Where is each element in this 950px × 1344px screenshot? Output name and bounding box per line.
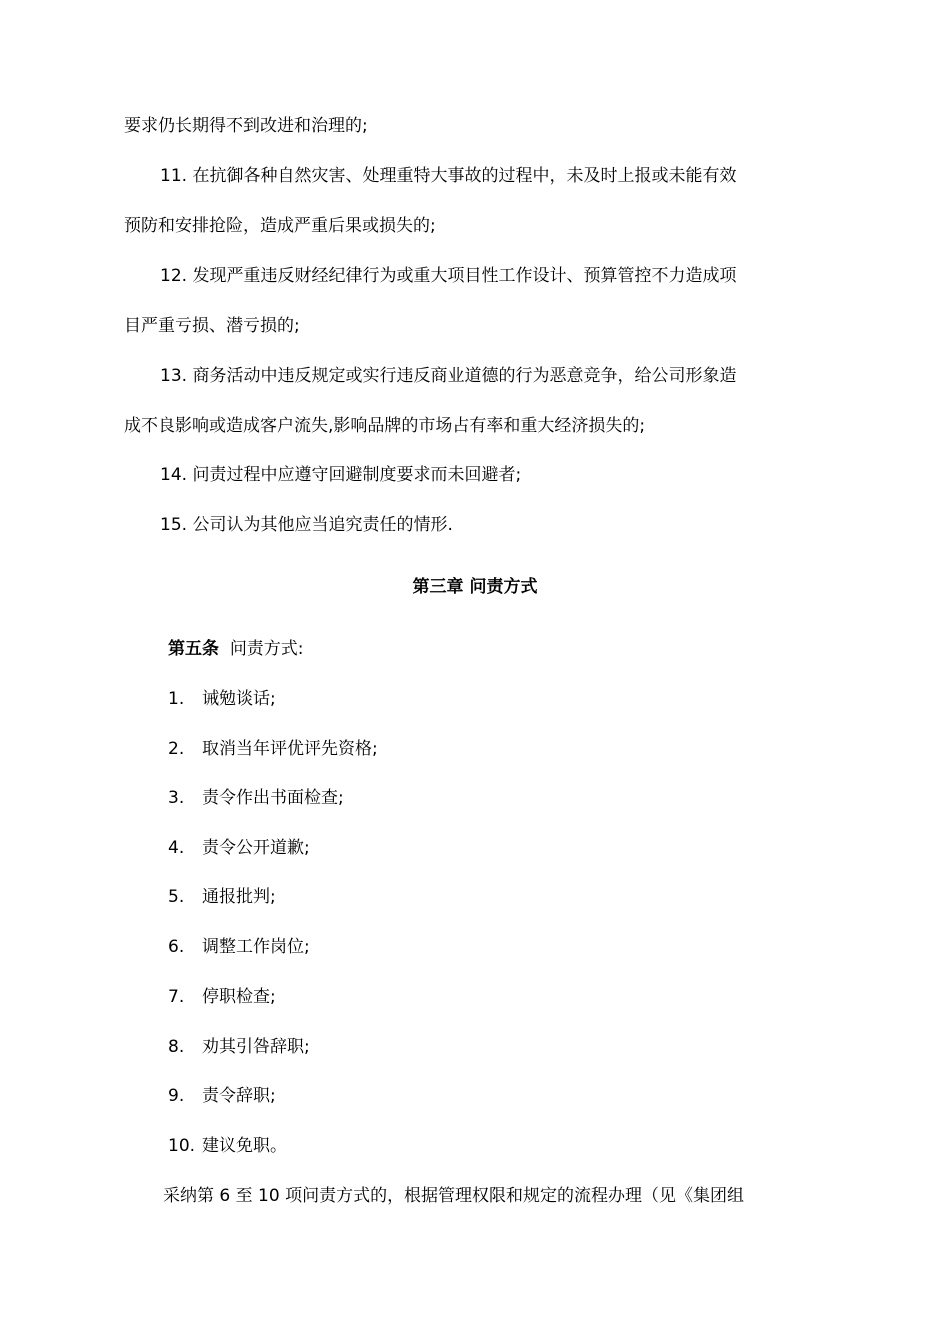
article-text: 问责方式: [229, 639, 304, 659]
list-item-text: 责令公开道歉; [202, 838, 310, 858]
list-item-text: 劝其引咎辞职; [202, 1037, 310, 1057]
paragraph-12-line-2: 目严重亏损、潜亏损的; [124, 316, 300, 336]
paragraph-12-line-1: 12. 发现严重违反财经纪律行为或重大项目性工作设计、预算管控不力造成项 [160, 266, 737, 286]
list-item [168, 935, 310, 959]
list-item-text: 通报批判; [202, 887, 276, 907]
paragraph-13-line-2: 成不良影响或造成客户流失,影响品牌的市场占有率和重大经济损失的; [124, 416, 646, 436]
list-item [168, 737, 378, 761]
paragraph-11-line-2: 预防和安排抢险，造成严重后果或损失的; [124, 216, 436, 236]
article-label: 第五条 [168, 639, 219, 659]
paragraph-13-line-1: 13. 商务活动中违反规定或实行违反商业道德的行为恶意竞争，给公司形象造 [160, 366, 737, 386]
paragraph-14: 14. 问责过程中应遵守回避制度要求而未回避者; [160, 465, 522, 485]
list-item-text: 诫勉谈话; [202, 689, 276, 709]
list-item-number: 8. [168, 1037, 185, 1057]
list-item-text: 建议免职。 [202, 1136, 287, 1156]
list-item [168, 1035, 310, 1059]
list-item [168, 1084, 276, 1108]
list-item-text: 责令作出书面检查; [202, 788, 344, 808]
list-item-text: 责令辞职; [202, 1086, 276, 1106]
list-item-text: 调整工作岗位; [202, 937, 310, 957]
list-item-number: 2. [168, 739, 185, 759]
paragraph-10-continuation: 要求仍长期得不到改进和治理的; [124, 116, 368, 136]
list-item-text: 取消当年评优评先资格; [202, 739, 378, 759]
list-item [168, 786, 344, 810]
list-item [168, 1134, 287, 1158]
list-item-number: 10. [168, 1136, 196, 1156]
paragraph-15: 15. 公司认为其他应当追究责任的情形. [160, 515, 453, 535]
list-item-number: 3. [168, 788, 185, 808]
chapter-title: 第三章 问责方式 [412, 577, 538, 597]
list-item-number: 5. [168, 887, 185, 907]
closing-paragraph: 采纳第 6 至 10 项问责方式的，根据管理权限和规定的流程办理（见《集团组 [163, 1186, 745, 1206]
paragraph-11-line-1: 11. 在抗御各种自然灾害、处理重特大事故的过程中，未及时上报或未能有效 [160, 166, 737, 186]
list-item-number: 4. [168, 838, 185, 858]
list-item [168, 687, 276, 711]
list-item-number: 1. [168, 689, 185, 709]
article-heading [168, 637, 304, 661]
list-item-number: 9. [168, 1086, 185, 1106]
list-item-number: 7. [168, 987, 185, 1007]
list-item-number: 6. [168, 937, 185, 957]
list-item [168, 885, 276, 909]
list-item [168, 985, 276, 1009]
list-item-text: 停职检查; [202, 987, 276, 1007]
list-item [168, 836, 310, 860]
